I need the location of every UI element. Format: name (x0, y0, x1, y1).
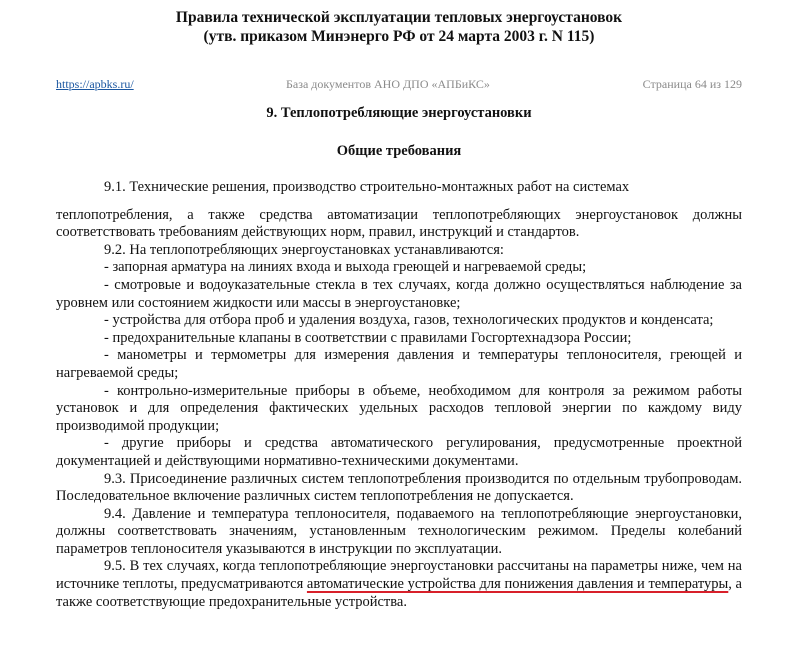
list-item: - контрольно-измерительные приборы в объеме, необходимом для контроля за режимом работы установок и для определения фактических удельных расходов тепловой энергии по каждому виду производимой продукции; (56, 382, 742, 434)
document-title (0, 8, 798, 46)
paragraph-9-1-start: 9.1. Технические решения, производство строительно-монтажных работ на системах (104, 179, 630, 195)
list-item: - манометры и термометры для измерения давления и температуры теплоносителя, греющей и нагреваемой среды; (56, 347, 742, 381)
paragraph-9-5-part-a: 9.5. В тех случаях, когда теплопотребляющие энергоустановки рассчитаны на параметры ниже, чем на источнике теплоты, предусматриваются (56, 558, 742, 593)
paragraph-9-4: 9.4. Давление и температура теплоносителя, подаваемого на теплопотребляющие энергоустановки, должны соответствовать значениям, установленным технологическим режимом. Пределы колебаний параметров теплоносителя указываются в инструкции по эксплуатации. (56, 505, 742, 557)
paragraph-9-5 (56, 558, 742, 611)
page-header (56, 77, 742, 91)
paragraph-9-5-part-b: , а также соответствующие предохранительные устройства. (56, 576, 742, 610)
list-item: - смотровые и водоуказательные стекла в тех случаях, когда должно осуществляться наблюдение за уровнем или состоянием жидкости или массы в энергоустановке; (56, 276, 742, 311)
section-title: 9. Теплопотребляющие энергоустановки (266, 105, 532, 121)
page-number: Страница 64 из 129 (642, 77, 742, 91)
list-item: - устройства для отбора проб и удаления воздуха, газов, технологических продуктов и конденсата; (104, 312, 714, 329)
document-title-line1: Правила технической эксплуатации тепловых энергоустановок (175, 9, 623, 26)
document-title-line2: (утв. приказом Минэнерго РФ от 24 марта 2003 г. N 115) (203, 28, 595, 45)
highlighted-phrase: автоматические устройства для понижения давления и температуры (306, 576, 729, 593)
list-item: - предохранительные клапаны в соответствии с правилами Госгортехнадзора России; (104, 329, 632, 346)
document-body (56, 179, 742, 611)
subsection-title: Общие требования (336, 143, 462, 159)
list-item: - другие приборы и средства автоматического регулирования, предусмотренные проектной документацией и действующими нормативно-техническими документами. (56, 435, 742, 469)
source-name: База документов АНО ДПО «АПБиКС» (286, 77, 490, 91)
paragraph-9-2: 9.2. На теплопотребляющих энергоустановках устанавливаются: (104, 241, 504, 258)
paragraph-9-1-rest: теплопотребления, а также средства автоматизации теплопотребляющих энергоустановок должны соответствовать требованиям действующих норм, правил, инструкций и стандартов. (56, 206, 742, 241)
source-link[interactable]: https://apbks.ru/ (56, 77, 134, 91)
paragraph-9-3: 9.3. Присоединение различных систем теплопотребления производится по отдельным трубопроводам. Последовательное включение различных систем теплопотребления не допускается. (56, 470, 742, 505)
list-item: - запорная арматура на линиях входа и выхода греющей и нагреваемой среды; (104, 259, 587, 276)
